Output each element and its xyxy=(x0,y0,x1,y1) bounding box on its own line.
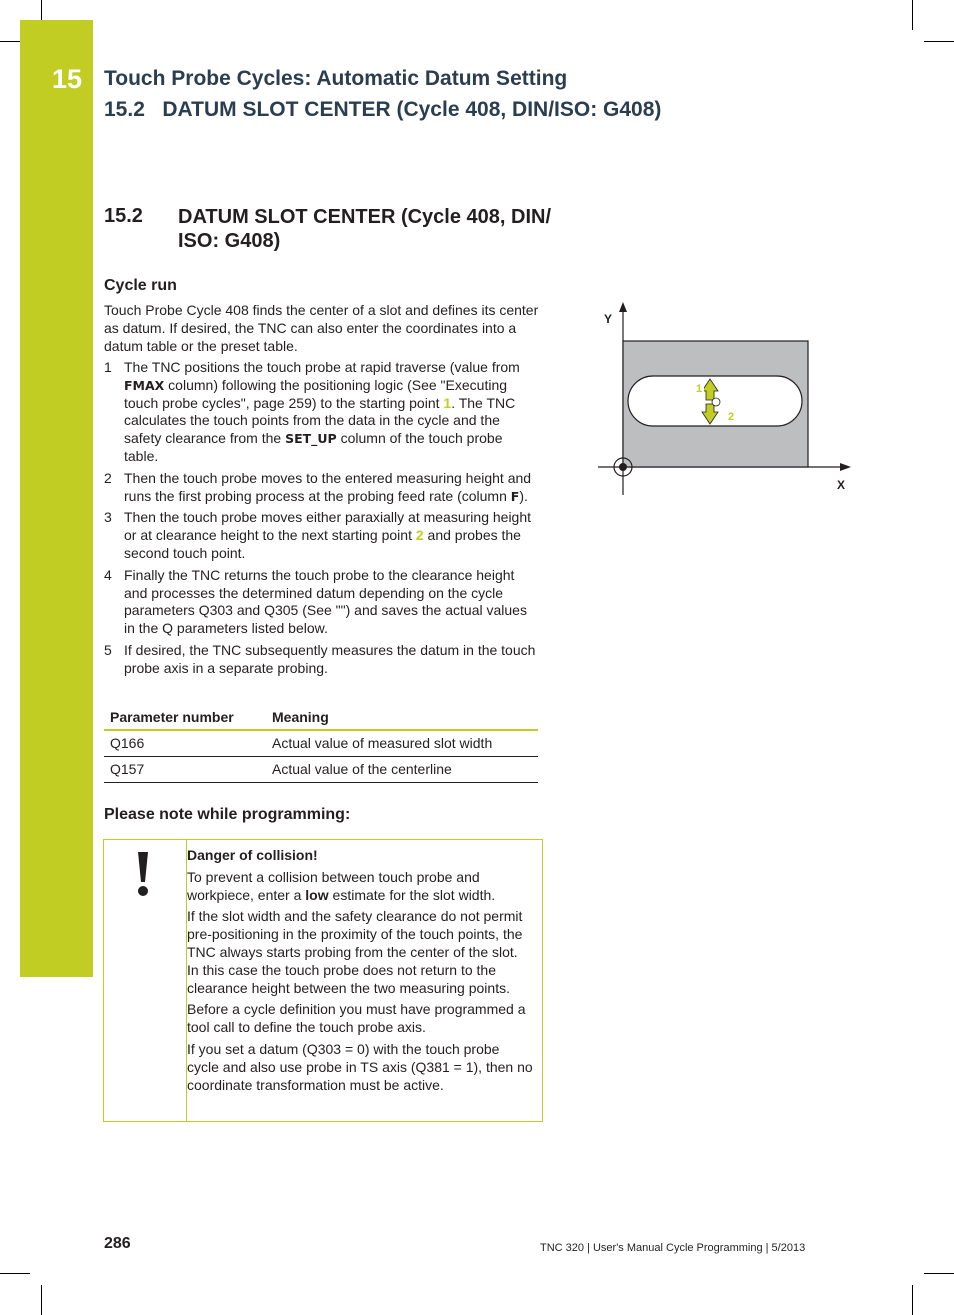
note-text-span: To prevent a collision between touch probe and workpiece, enter a xyxy=(187,868,480,903)
note-paragraph xyxy=(187,869,533,905)
step-text: ). xyxy=(519,487,528,504)
note-text xyxy=(187,847,533,1098)
note-text-span: estimate for the slot width. xyxy=(328,886,496,903)
list-item xyxy=(104,642,540,678)
danger-heading: Danger of collision! xyxy=(187,847,318,863)
keyword: F xyxy=(510,488,520,504)
parameters-table xyxy=(104,706,538,783)
list-item xyxy=(104,359,540,466)
table-cell: Q166 xyxy=(104,730,266,757)
point-2-label: 2 xyxy=(728,411,735,423)
footer-text: TNC 320 | User's Manual Cycle Programming | 5/2013 xyxy=(540,1242,806,1254)
step-text: The TNC positions the touch probe at rapid traverse (value from xyxy=(124,359,520,375)
warning-exclamation-icon xyxy=(132,852,154,897)
list-item xyxy=(104,509,540,562)
chapter-number: 15 xyxy=(52,64,83,94)
crop-mark xyxy=(41,1285,42,1315)
cycle-run-heading: Cycle run xyxy=(104,277,177,294)
keyword: SET_UP xyxy=(285,431,337,447)
cycle-run-intro: Touch Probe Cycle 408 finds the center of a slot and defines its center as datum. If desired, the TNC can also enter the coordinates into a datum table or the preset table. xyxy=(104,302,539,354)
step-text: Then the touch probe moves to the entered measuring height and runs the first probing process at the probing feed rate (column xyxy=(124,469,532,504)
list-item xyxy=(104,567,540,638)
table-cell: Actual value of measured slot width xyxy=(266,730,538,757)
step-text: Finally the TNC returns the touch probe to the clearance height and processes the determined datum depending on the cycle parameters Q303 and Q305 (See "") and saves the actual values in the Q parameters listed below. xyxy=(124,566,527,637)
list-item xyxy=(104,470,540,506)
y-axis-arrow xyxy=(619,302,627,312)
note-paragraph: If the slot width and the safety clearance do not permit pre-positioning in the proximity of the touch points, the TNC always starts probing from the center of the slot. In this case the touch probe does not return to the clearance height between the two measuring points. xyxy=(187,908,523,996)
crop-mark xyxy=(912,1285,913,1315)
probe-icon xyxy=(712,398,720,406)
crop-mark xyxy=(924,41,954,42)
x-axis-label: X xyxy=(837,478,846,492)
step-text: . The TNC calculates the touch points from the data in the cycle and the safety clearance from the xyxy=(124,394,516,447)
crop-mark xyxy=(912,0,913,30)
chapter-title: Touch Probe Cycles: Automatic Datum Setting xyxy=(104,67,568,90)
table-header-row xyxy=(104,706,538,730)
column-header: Meaning xyxy=(266,706,538,730)
table-row xyxy=(104,730,538,757)
page-number: 286 xyxy=(104,1235,131,1252)
chapter-sidebar xyxy=(20,20,93,977)
crop-mark xyxy=(41,0,42,20)
step-text: If desired, the TNC subsequently measures the datum in the touch probe axis in a separate probing. xyxy=(124,641,536,676)
step-number: 5 xyxy=(104,641,112,658)
keyword: FMAX xyxy=(124,377,165,393)
step-number: 4 xyxy=(104,566,112,583)
note-heading: Please note while programming: xyxy=(104,806,351,823)
crop-mark xyxy=(924,1273,954,1274)
section-running-header: 15.2 DATUM SLOT CENTER (Cycle 408, DIN/ISO: G408) xyxy=(104,98,662,121)
note-emphasis: low xyxy=(305,886,329,903)
x-axis-arrow xyxy=(840,463,851,471)
step-number: 2 xyxy=(104,469,112,486)
step-text: Then the touch probe moves either paraxially at measuring height or at clearance height to the next starting point xyxy=(124,509,532,544)
table-cell: Actual value of the centerline xyxy=(266,757,538,783)
point-ref: 1 xyxy=(443,394,452,411)
y-axis-label: Y xyxy=(604,312,613,326)
column-header: Parameter number xyxy=(104,706,266,730)
section-title-text: DATUM SLOT CENTER (Cycle 408, DIN/ ISO: G408) xyxy=(178,206,552,252)
slot-diagram xyxy=(590,300,860,500)
point-ref: 2 xyxy=(415,527,424,544)
note-paragraph: If you set a datum (Q303 = 0) with the touch probe cycle and also use probe in TS axis (Q381 = 1), then no coordinate transformation must be active. xyxy=(187,1040,533,1093)
table-cell: Q157 xyxy=(104,757,266,783)
section-number: 15.2 xyxy=(104,205,143,227)
step-text: column) following the positioning logic (See "Executing touch probe cycles", page 259) to the starting point xyxy=(124,376,508,411)
step-text: and probes the second touch point. xyxy=(124,527,521,561)
step-text: column of the touch probe table. xyxy=(124,430,503,464)
step-number: 3 xyxy=(104,509,112,526)
cycle-steps-list xyxy=(104,359,540,682)
crop-mark xyxy=(0,1273,30,1274)
table-row xyxy=(104,757,538,783)
crop-mark xyxy=(0,41,20,42)
step-number: 1 xyxy=(104,359,112,375)
datum-center xyxy=(619,463,627,471)
point-1-label: 1 xyxy=(696,383,703,395)
note-paragraph: Before a cycle definition you must have programmed a tool call to define the touch probe axis. xyxy=(187,1001,526,1036)
